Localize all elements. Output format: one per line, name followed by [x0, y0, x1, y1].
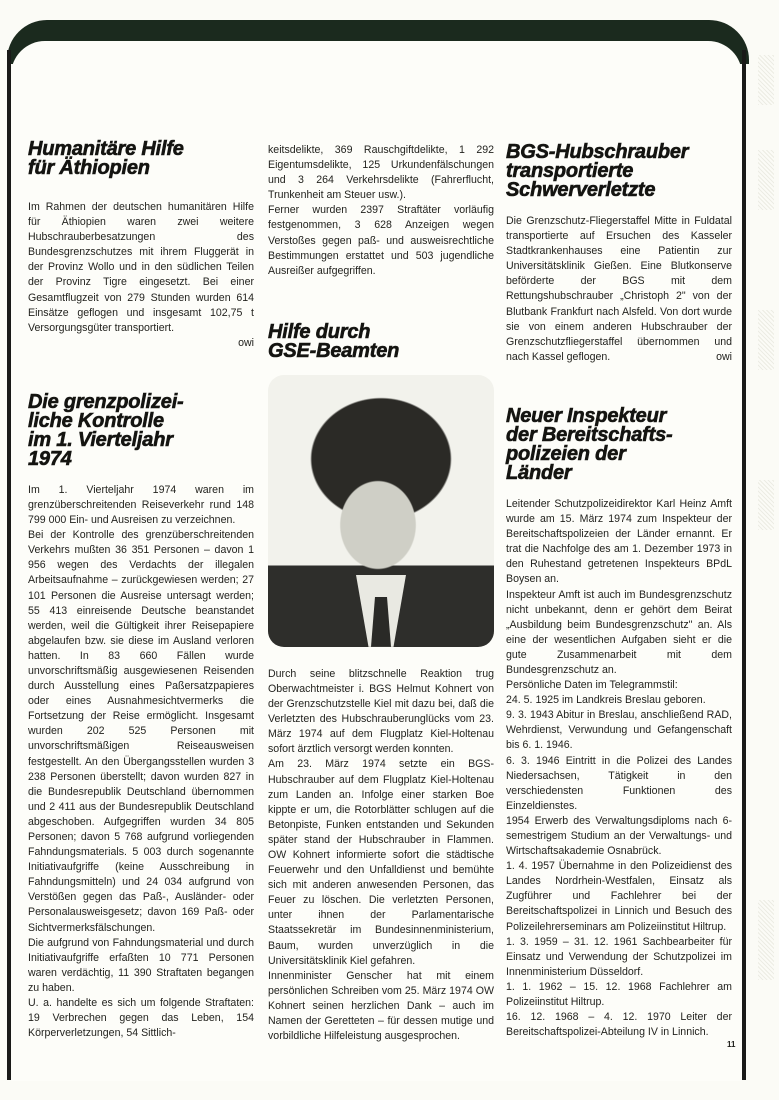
article-continuation	[268, 143, 494, 279]
paragraph: 9. 3. 1943 Abitur in Breslau, anschließend RAD, Wehrdienst, Verwundung und Gefangenschaft bis 6. 1. 1946.	[506, 709, 732, 752]
scan-speckle	[758, 150, 774, 210]
title-line: GSE-Beamten	[268, 339, 400, 362]
paragraph: Im Rahmen der deutschen humanitären Hilfe für Äthiopien waren zwei weitere Hubschrauberbesatzungen des Bundesgrenzschutzes mit ihrem Fluggerät in der Provinz Wollo und in den südlichen Teilen der Provinz Tigre eingesetzt. Bei einer Gesamtflugzeit von 279 Stunden wurden 614 Einsätze geflogen und insgesamt 102,75 t Versorgungsgüter transportiert.	[28, 201, 254, 334]
title-line: Länder	[506, 461, 572, 484]
article-grenzpolizeiliche-kontrolle	[28, 390, 254, 1041]
article-body	[268, 667, 494, 1044]
article-humanitaere-hilfe	[28, 140, 254, 351]
article-title	[268, 320, 494, 362]
article-title	[28, 390, 254, 470]
paragraph: Persönliche Daten im Telegrammstil:	[506, 679, 678, 692]
title-line: Neuer Inspekteur	[506, 404, 667, 427]
paragraph: 1. 3. 1959 – 31. 12. 1961 Sachbearbeiter für Einsatz und Verwendung der Schutzpolizei im Innenministerium Düsseldorf.	[506, 935, 732, 978]
portrait-photo	[268, 375, 494, 647]
column-3	[506, 143, 732, 1040]
paragraph: keitsdelikte, 369 Rauschgiftdelikte, 1 292 Eigentumsdelikte, 125 Urkundenfälschungen und 3 264 Verkehrsdelikte (Fahrerflucht, Trunkenheit am Steuer usw.).	[268, 144, 494, 202]
paragraph: 1. 1. 1962 – 15. 12. 1968 Fachlehrer am Polizeiinstitut Hiltrup.	[506, 980, 732, 1009]
paragraph: 24. 5. 1925 im Landkreis Breslau geboren.	[506, 694, 706, 707]
article-bgs-hubschrauber	[506, 143, 732, 365]
paragraph: U. a. handelte es sich um folgende Straftaten: 19 Verbrechen gegen das Leben, 154 Körperverletzungen, 54 Sittlich-	[28, 997, 254, 1040]
paragraph: 6. 3. 1946 Eintritt in die Polizei des Landes Niedersachsen, Tätigkeit in den verschiedensten Funktionen des Einzeldienstes.	[506, 754, 732, 812]
article-title	[506, 143, 732, 200]
paragraph: Im 1. Vierteljahr 1974 waren im grenzüberschreitenden Reiseverkehr rund 148 799 000 Ein- und Ausreisen zu verzeichnen.	[28, 483, 254, 527]
title-line: Die grenzpolizei-	[28, 390, 184, 413]
author-signature: owi	[716, 350, 732, 363]
frame-right-rule	[742, 50, 746, 1080]
title-line: polizeien der	[506, 442, 626, 465]
scan-speckle	[758, 55, 774, 105]
article-neuer-inspekteur	[506, 404, 732, 1040]
paragraph: Innenminister Genscher hat mit einem persönlichen Schreiben vom 25. März 1974 OW Kohnert seinen herzlichen Dank – auch im Namen der Geretteten – für dessen mutige und vorbildliche Hilfeleistung ausgesprochen.	[268, 969, 494, 1043]
column-2	[268, 143, 494, 1044]
scan-speckle	[758, 480, 774, 530]
scan-speckle	[758, 310, 774, 370]
title-line: 1974	[28, 447, 72, 470]
author-signature: owi	[238, 336, 254, 349]
paragraph: Am 23. März 1974 setzte ein BGS-Hubschrauber auf dem Flugplatz Kiel-Holtenau zum Landen an. Infolge einer starken Boe kippte er um, die Rotorblätter schlugen auf die Betonpiste, Funken entstanden und Sekunden später stand der Hubschrauber in Flammen. OW Kohnert informierte sofort die städtische Feuerwehr und den Unfalldienst und bemühte sich mit anderen anwesenden Personen, das Feuer zu löschen. Die verletzten Personen, unter ihnen der Parlamentarische Staatssekretär im Bundesinnenministerium, Baum, wurden unverzüglich in die Universitätsklinik Kiel gefahren.	[268, 758, 494, 967]
title-line: Hilfe durch	[268, 320, 371, 343]
page-number: 11	[727, 1040, 736, 1049]
article-body	[28, 483, 254, 1041]
article-title	[28, 140, 254, 178]
paragraph: Durch seine blitzschnelle Reaktion trug Oberwachtmeister i. BGS Helmut Kohnert von der Grenzschutzstelle Kiel mit dazu bei, daß die Verletzten des Hubschrauberunglücks vom 23. März 1974 auf dem Flugplatz Kiel-Holtenau sofort ärztlich versorgt werden konnten.	[268, 667, 494, 756]
article-body	[28, 200, 254, 336]
paragraph: 1. 4. 1957 Übernahme in den Polizeidienst des Landes Nordrhein-Westfalen, Einsatz als Zugführer und Fachlehrer bei der Bereitschaftspolizei in Linnich und Besuch des Polizeilehrerseminars am Polizeiinstitut Hiltrup.	[506, 860, 732, 933]
title-line: transportierte	[506, 160, 634, 182]
title-line: liche Kontrolle	[28, 409, 164, 432]
title-line: für Äthiopien	[28, 157, 150, 179]
paragraph: Die Grenzschutz-Fliegerstaffel Mitte in Fuldatal transportierte auf Ersuchen des Kasseler Stadtkrankenhauses eine Patientin zur Universitätsklinik Gießen. Eine Blutkonserve beförderte der BGS mit dem Rettungshubschrauber „Christoph 2" von der Blutbank Frankfurt nach Alsfeld. Von dort wurde sie von einem anderen Hubschrauber der Grenzschutzfliegerstaffel übernommen und nach Kassel geflogen.	[506, 215, 732, 363]
article-hilfe-durch-gse-beamten	[268, 320, 494, 1044]
paragraph: Inspekteur Amft ist auch im Bundesgrenzschutz nicht unbekannt, denn er gehört dem Beirat „Ausbildung beim Bundesgrenzschutz" an. Als eine der wesentlichen Aufgaben sieht er die gute Zusammenarbeit mit dem Bundesgrenzschutz an.	[506, 588, 732, 676]
article-body	[506, 497, 732, 1040]
title-line: der Bereitschafts-	[506, 423, 673, 446]
title-line: Humanitäre Hilfe	[28, 138, 184, 160]
title-line: im 1. Vierteljahr	[28, 428, 173, 451]
title-line: Schwerverletzte	[506, 179, 656, 201]
scan-speckle	[758, 900, 774, 980]
paragraph: Ferner wurden 2397 Straftäter vorläufig festgenommen, 3 628 Anzeigen wegen Verstoßes gegen paß- und ausweisrechtliche Bestimmungen erstattet und 503 jugendliche Ausreißer aufgegriffen.	[268, 204, 494, 277]
article-body	[506, 214, 732, 365]
paragraph: 16. 12. 1968 – 4. 12. 1970 Leiter der Bereitschaftspolizei-Abteilung IV in Linnich.	[506, 1011, 732, 1039]
paragraph: Die aufgrund von Fahndungsmaterial und durch Initiativaufgriffe erfaßten 10 771 Personen waren verdächtig, 11 390 Straftaten begangen zu haben.	[28, 936, 254, 994]
column-1	[28, 140, 254, 1041]
title-line: BGS-Hubschrauber	[506, 141, 689, 163]
paragraph: Bei der Kontrolle des grenzüberschreitenden Verkehrs mußten 36 351 Personen – davon 1 956 wegen des Verdachts der illegalen Arbeitsaufnahme – zurückgewiesen werden; 27 101 Personen die Ausreise untersagt werden; 55 413 einreisende Deutsche beanstandet werden, weil die Gültigkeit ihrer Reisepapiere abgelaufen bzw. sie diese im Ausland verloren hatten. In 83 660 Fällen wurde unvorschriftsmäßig ausgewiesenen Reisenden durch Ausstellung eines Paßersatzpapieres oder eines Ausnahmesichtvermerks die Fortsetzung der Reise ermöglicht. Insgesamt wurden 202 525 Personen mit unvorschriftsmäßigen Reiseausweisen festgestellt. An den Übergangsstellen wurden 3 238 Personen überstellt; davon wurden 827 in die Bundesrepublik Deutschland übernommen und 2 411 aus der Bundesrepublik Deutschland abgeschoben. Aufgegriffen wurden 34 805 Personen; davon 5 768 aufgrund vorliegenden Fahndungsmaterials. 5 003 durch sogenannte Initiativaufgriffe (keine Ausschreibung in Fahndungsmitteln) und 24 034 aufgrund von Verstößen gegen das Paß-, Ausländer- oder Personalausweisgesetz; davon 169 Paß- oder Sichtvermerksfälschungen.	[28, 529, 254, 934]
paragraph: 1954 Erwerb des Verwaltungsdiploms nach 6-semestrigem Studium an der Verwaltungs- und Wirtschaftsakademie Osnabrück.	[506, 814, 732, 858]
paragraph: Leitender Schutzpolizeidirektor Karl Heinz Amft wurde am 15. März 1974 zum Inspekteur der Bereitschaftspolizeien der Länder ernannt. Er trat die Nachfolge des am 1. Dezember 1973 in den Ruhestand getretenen Inspekteurs BPdL Boysen an.	[506, 497, 732, 586]
article-title	[506, 404, 732, 484]
